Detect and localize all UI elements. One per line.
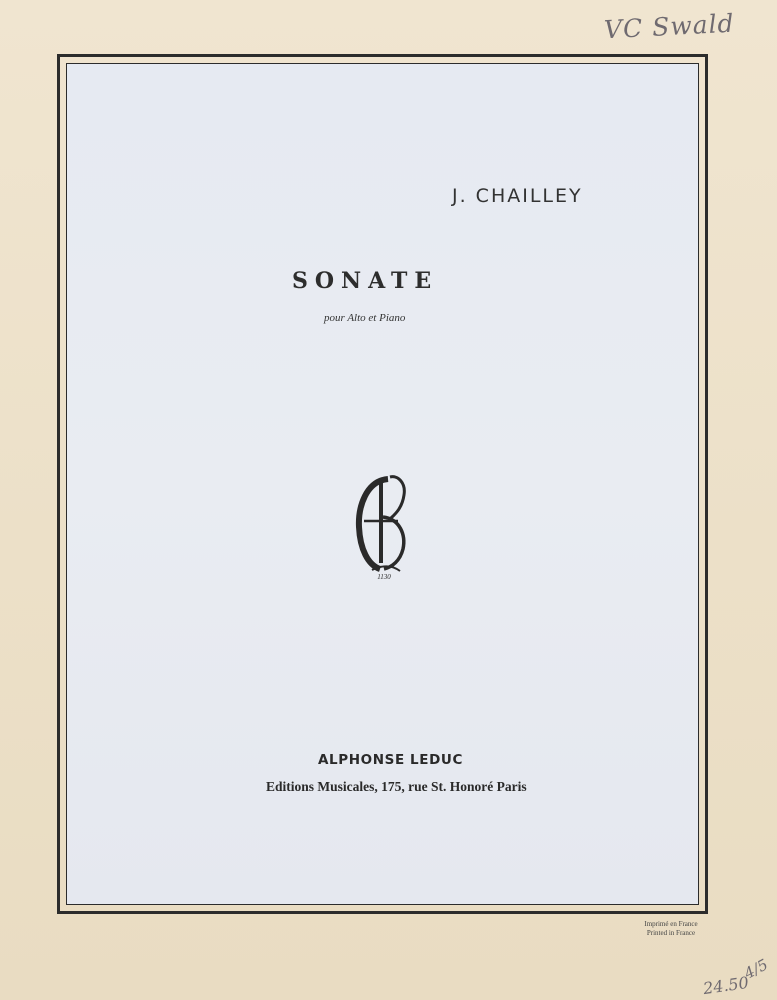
handwritten-owner-note: VC Swald: [603, 8, 736, 45]
handwritten-price-note: 24.50: [701, 972, 750, 999]
composer-name: J. CHAILLEY: [452, 185, 583, 207]
publisher-name: ALPHONSE LEDUC: [318, 752, 463, 768]
publisher-address: Editions Musicales, 175, rue St. Honoré Paris: [266, 779, 527, 794]
handwritten-fraction-note: 4/5: [741, 955, 771, 983]
leduc-monogram-logo: [350, 473, 410, 583]
imprint-french: Imprimé en France: [644, 920, 698, 928]
work-subtitle: pour Alto et Piano: [324, 312, 406, 324]
logo-caption: 1130: [377, 573, 391, 581]
work-title: SONATE: [292, 268, 439, 294]
imprint-english: Printed in France: [646, 929, 696, 937]
